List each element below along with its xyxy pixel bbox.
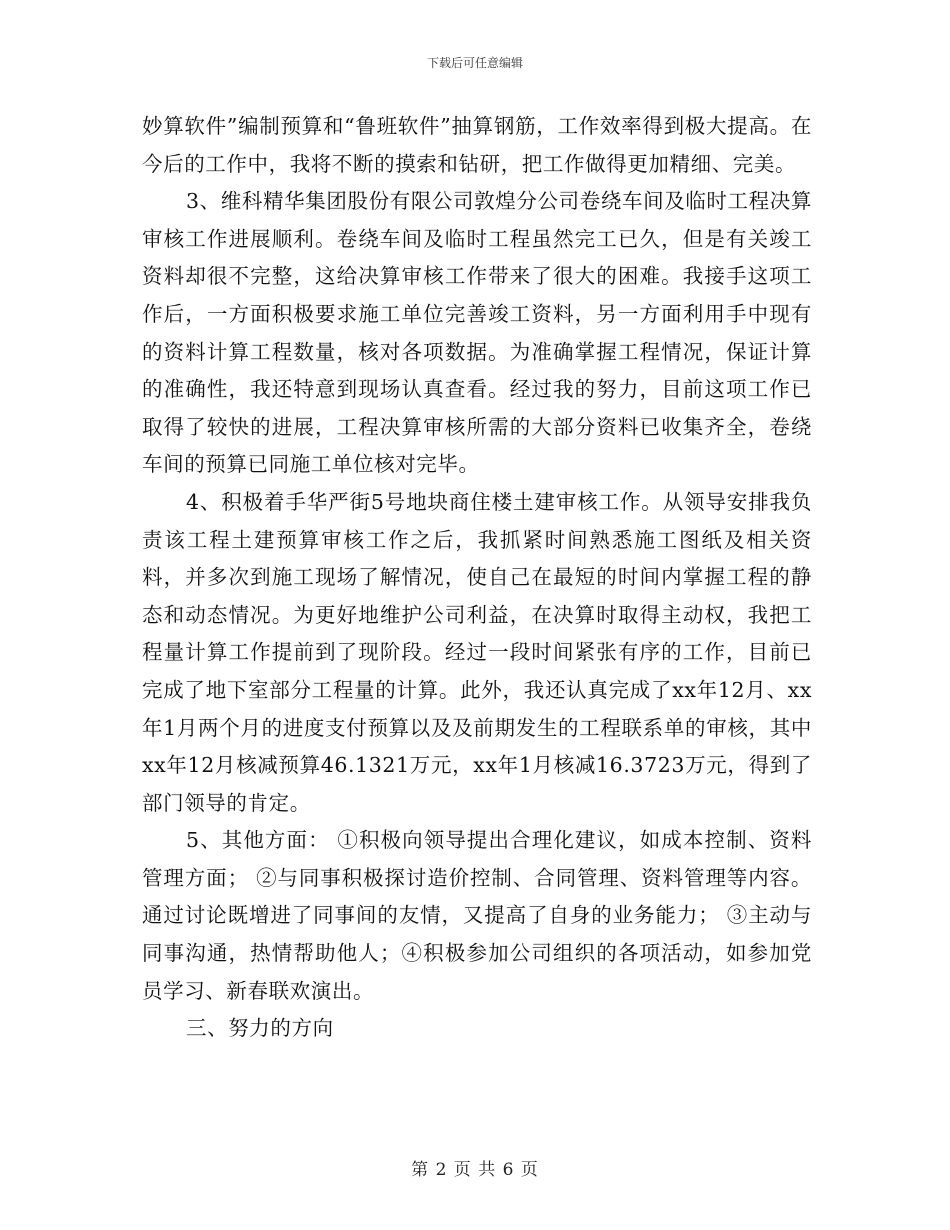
document-body <box>142 108 812 1048</box>
paragraph-item-5: 5、其他方面： ①积极向领导提出合理化建议，如成本控制、资料管理方面； ②与同事积极探讨造价控制、合同管理、资料管理等内容。通过讨论既增进了同事间的友情，又提高了自身的业务能力； ③主动与同事沟通，热情帮助他人；④积极参加公司组织的各项活动，如参加党员学习、新春联欢演出。 <box>142 828 812 1003</box>
paragraph-continuation: 妙算软件”编制预算和“鲁班软件”抽算钢筋，工作效率得到极大提高。在今后的工作中，我将不断的摸索和钻研，把工作做得更加精细、完美。 <box>142 114 812 176</box>
page-header: 下载后可任意编辑 <box>426 56 523 70</box>
page-footer: 第 2 页 共 6 页 <box>411 1160 539 1180</box>
paragraph-item-4: 4、积极着手华严街5号地块商住楼土建审核工作。从领导安排我负责该工程土建预算审核工作之后，我抓紧时间熟悉施工图纸及相关资料，并多次到施工现场了解情况，使自己在最短的时间内掌握工程的静态和动态情况。为更好地维护公司利益，在决算时取得主动权，我把工程量计算工作提前到了现阶段。经过一段时间紧张有序的工作，目前已完成了地下室部分工程量的计算。此外，我还认真完成了xx年12月、xx年1月两个月的进度支付预算以及及前期发生的工程联系单的审核，其中xx年12月核减预算46.1321万元，xx年1月核减16.3723万元，得到了部门领导的肯定。 <box>142 489 812 815</box>
section-heading: 三、努力的方向 <box>186 1016 334 1041</box>
paragraph-item-3: 3、维科精华集团股份有限公司敦煌分公司卷绕车间及临时工程决算审核工作进展顺利。卷绕车间及临时工程虽然完工已久，但是有关竣工资料却很不完整，这给决算审核工作带来了很大的困难。我接手这项工作后，一方面积极要求施工单位完善竣工资料，另一方面利用手中现有的资料计算工程数量，核对各项数据。为准确掌握工程情况，保证计算的准确性，我还特意到现场认真查看。经过我的努力，目前这项工作已取得了较快的进展，工程决算审核所需的大部分资料已收集齐全，卷绕车间的预算已同施工单位核对完毕。 <box>142 189 812 477</box>
